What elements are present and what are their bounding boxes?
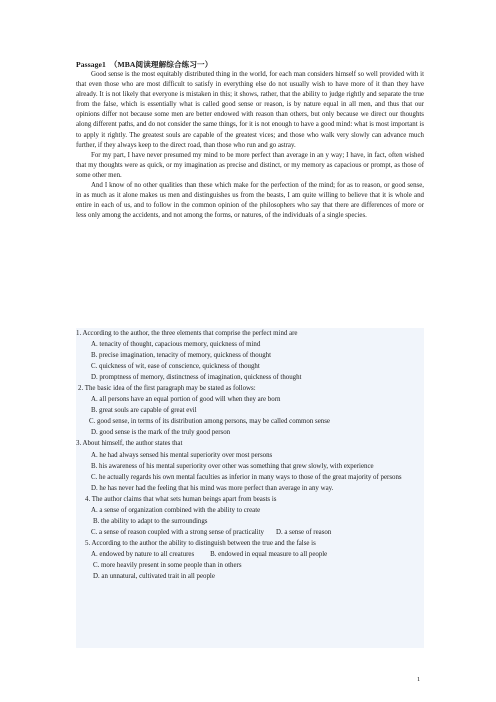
answer-option: A. a sense of organization combined with the ability to create (91, 506, 261, 514)
answer-option: B. endowed in equal measure to all people (210, 550, 328, 558)
answer-option: D. he has never had the feeling that his mind was more perfect than average in any way. (91, 484, 334, 492)
answer-option: B. the ability to adapt to the surroundings (93, 517, 208, 525)
answer-option: B. great souls are capable of great evil (91, 407, 197, 415)
question-stem: 2. The basic idea of the first paragraph may be stated as follows: (78, 385, 256, 393)
question-stem: 5. According to the author the ability to distinguish between the true and the false is (85, 539, 316, 547)
answer-option: B. his awareness of his mental superiority over other was something that grew slowly, with experience (91, 462, 374, 470)
passage-paragraph: For my part, I have never presumed my mind to be more perfect than average in an y way; I have, in fact, often wished that my thoughts were as quick, or my imagination as precise and distinct, or my memory as capacious or prompt, as those of some other men. (76, 151, 424, 179)
answer-option: C. a sense of reason coupled with a strong sense of practicality (91, 528, 264, 536)
question-section (76, 328, 424, 648)
answer-option: D. a sense of reason (275, 528, 332, 536)
answer-options-row (76, 549, 424, 560)
answer-option: D. an unnatural, cultivated trait in all people (93, 573, 215, 581)
question-stem: 1. According to the author, the three elements that comprise the perfect mind are (76, 330, 298, 337)
answer-option: B. precise imagination, tenacity of memory, quickness of thought (91, 352, 272, 360)
answer-option: D. good sense is the mark of the truly good person (91, 429, 231, 437)
answer-option: C. he actually regards his own mental faculties as inferior in many ways to those of the great majority of persons (91, 473, 402, 481)
answer-option: A. endowed by nature to all creatures (91, 550, 195, 558)
answer-option: C. good sense, in terms of its distribution among persons, may be called common sense (89, 418, 330, 426)
answer-option: A. all persons have an equal portion of good will when they are born (91, 396, 281, 404)
passage-paragraph: Good sense is the most equitably distributed thing in the world, for each man considers himself so well provided with it that even those who are most difficult to satisfy in everything else do not usually wish to have more of it than they have already. It is not likely that everyone is mistaken in this; it shows, rather, that the ability to judge rightly and separate the true from the false, which is essentially what is called good sense or reason, is by nature equal in all men, and thus that our opinions differ not because some men are better endowed with reason than others, but only because we direct our thoughts along different paths, and do not consider the same things, for it is not enough to have a good mind: what is most important is to apply it rightly. The greatest souls are capable of the greatest vices; and those who walk very slowly can advance much further, if they always keep to the direct road, than those who run and go astray. (76, 71, 424, 149)
answer-option: A. tenacity of thought, capacious memory, quickness of mind (91, 341, 261, 349)
answer-option: C. quickness of wit, ease of conscience, quickness of thought (91, 363, 260, 371)
question-stem: 3. About himself, the author states that (76, 440, 183, 448)
answer-option: A. he had always sensed his mental superiority over most persons (91, 451, 273, 459)
passage-paragraph: And I know of no other qualities than these which make for the perfection of the mind; for as to reason, or good sense, in as much as it alone makes us men and distinguishes us from the beasts, I am quite willing to believe that it is whole and entire in each of us, and to follow in the common opinion of the philosophers who say that there are differences of more or less only among the accidents, and not among the forms, or natures, of the individuals of a single species. (76, 182, 424, 220)
page-number: 1 (417, 676, 421, 683)
passage-body (76, 70, 424, 221)
answer-option: C. more heavily present in some people than in others (93, 561, 242, 569)
answer-options-row (76, 527, 424, 538)
question-stem: 4. The author claims that what sets human beings apart from beasts is (85, 495, 277, 503)
passage-title: Passage1 （MBA阅读理解综合练习一） (76, 60, 213, 69)
answer-option: D. promptness of memory, distinctness of imagination, quickness of thought (91, 374, 302, 382)
